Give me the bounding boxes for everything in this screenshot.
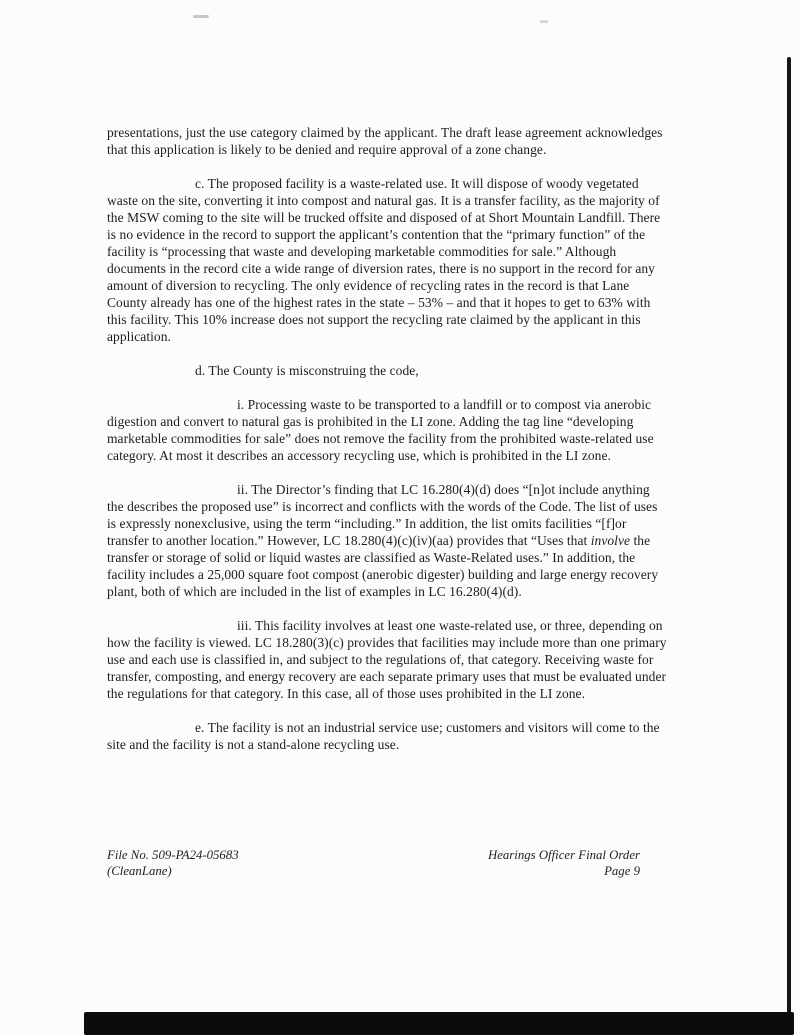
scan-artifact [193, 15, 209, 18]
paragraph-c: c. The proposed facility is a waste-related use. It will dispose of woody vegetated waste on the site, converting it into compost and natural gas. It is a transfer facility, as the majority of the MSW coming to the site will be trucked offsite and disposed of at Short Mountain Landfill. There is no evidence in the record to support the applicant’s contention that the “primary function” of the facility is “processing that waste and developing marketable commodities for sale.” Although documents in the record cite a wide range of diversion rates, there is no support in the record for any amount of diversion to recycling. The only evidence of recycling rates in the record is that Lane County already has one of the highest rates in the state – 53% – and that it hopes to get to 63% with this facility. This 10% increase does not support the recycling rate claimed by the applicant in this application. [107, 176, 661, 344]
footer-file-number: File No. 509-PA24-05683 [107, 848, 239, 862]
page-footer [107, 848, 640, 879]
scan-bottom-bar [84, 1012, 794, 1035]
footer-right [488, 848, 640, 879]
document-body [107, 124, 669, 753]
paragraph-ii-text: ii. The Director’s finding that LC 16.280(4)(d) does “[n]ot include anything the describes the proposed use” is incorrect and conflicts with the words of the Code. The list of uses is expressly nonexclusive, using the term “including.” In addition, the list omits facilities “[f]or transfer to another location.” However, LC 18.280(4)(c)(iv)(aa) provides that “Uses that [107, 482, 658, 548]
paragraph-e: e. The facility is not an industrial service use; customers and visitors will come to the site and the facility is not a stand-alone recycling use. [107, 720, 660, 752]
footer-document-title: Hearings Officer Final Order [487, 848, 640, 862]
paragraph-ii [107, 481, 669, 600]
footer-left [107, 848, 239, 879]
paragraph-ii-text: the transfer or storage of solid or liquid wastes are classified as Waste-Related uses.” In addition, the facility includes a 25,000 square foot compost (anerobic digester) building and large energy recovery plant, both of which are included in the list of examples in LC 16.280(4)(d). [107, 533, 659, 599]
footer-case-name: (CleanLane) [107, 863, 172, 878]
scan-edge-line [787, 57, 791, 1035]
paragraph-iii: iii. This facility involves at least one waste-related use, or three, depending on how the facility is viewed. LC 18.280(3)(c) provides that facilities may include more than one primary use and each use is classified in, and subject to the regulations of, that category. Receiving waste for transfer, composting, and energy recovery are each separate primary uses that must be evaluated under the regulations for that category. In this case, all of those uses prohibited in the LI zone. [107, 618, 667, 701]
scan-artifact [540, 20, 548, 23]
footer-page-number: Page 9 [604, 863, 640, 878]
paragraph-continuation: presentations, just the use category claimed by the applicant. The draft lease agreement acknowledges that this application is likely to be denied and require approval of a zone change. [107, 125, 663, 157]
italic-word: involve [590, 533, 631, 548]
paragraph-d: d. The County is misconstruing the code, [195, 363, 419, 378]
paragraph-i: i. Processing waste to be transported to a landfill or to compost via anerobic digestion and convert to natural gas is prohibited in the LI zone. Adding the tag line “developing marketable commodities for sale” does not remove the facility from the prohibited waste-related use category. At most it describes an accessory recycling use, which is prohibited in the LI zone. [107, 397, 654, 463]
